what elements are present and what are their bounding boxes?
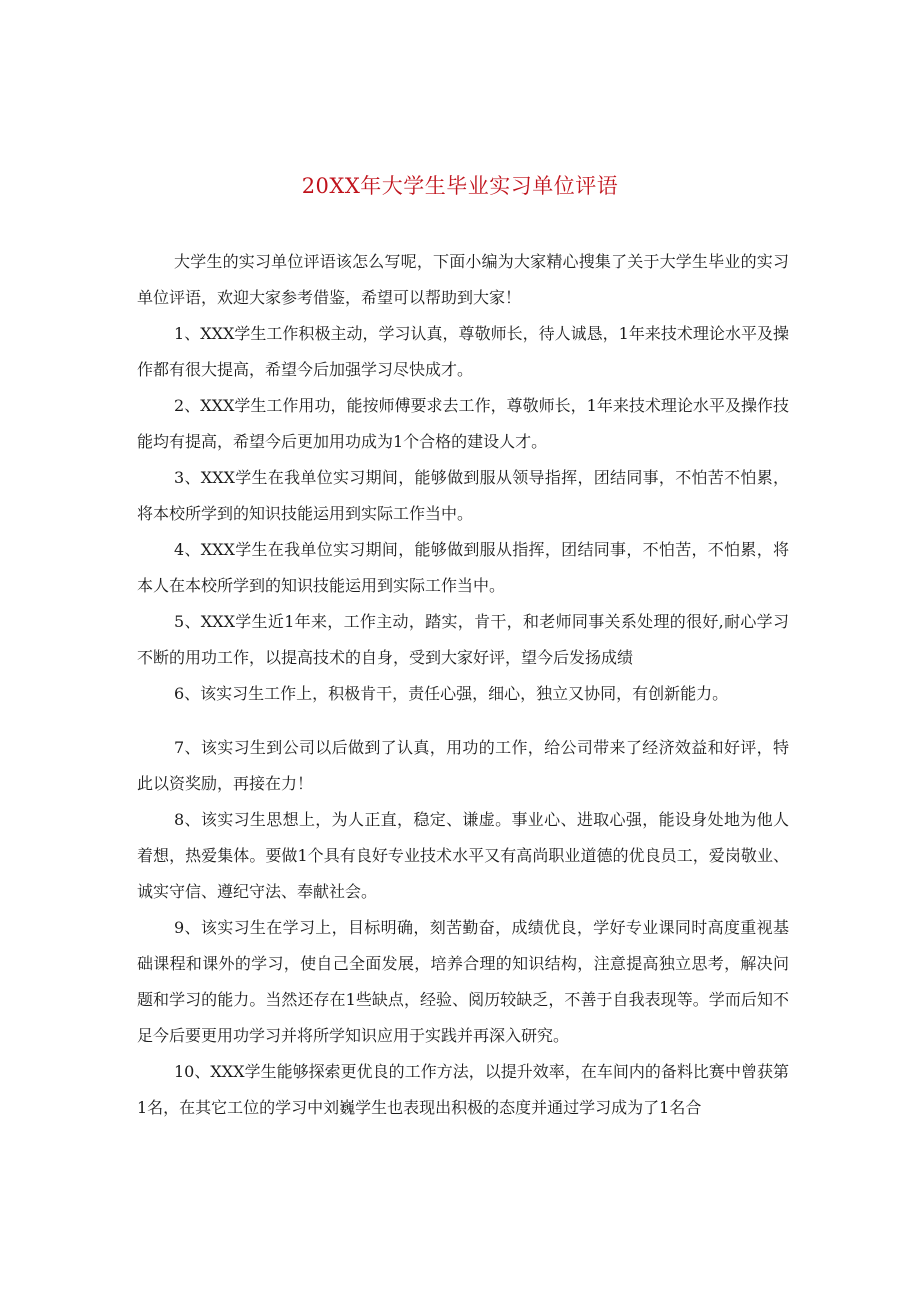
document-title: 20XX年大学生毕业实习单位评语 [301,174,619,198]
comment-paragraph-8: 8、该实习生思想上，为人正直，稳定、谦虚。事业心、进取心强，能设身处地为他人着想，热爱集体。要做1个具有良好专业技术水平又有高尚职业道德的优良员工，爱岗敬业、诚实守信、遵纪守法、奉献社会。 [137,810,789,901]
comment-paragraph-3: 3、XXX学生在我单位实习期间，能够做到服从领导指挥，团结同事，不怕苦不怕累，将本校所学到的知识技能运用到实际工作当中。 [137,468,789,523]
paragraph-spacer [137,712,789,730]
comment-paragraph-1: 1、XXX学生工作积极主动，学习认真，尊敬师长，待人诚恳，1年来技术理论水平及操作都有很大提高，希望今后加强学习尽快成才。 [137,324,789,379]
intro-paragraph: 大学生的实习单位评语该怎么写呢，下面小编为大家精心搜集了关于大学生毕业的实习单位评语，欢迎大家参考借鉴，希望可以帮助到大家！ [137,252,789,307]
comment-paragraph-6: 6、该实习生工作上，积极肯干，责任心强，细心，独立又协同，有创新能力。 [174,684,729,703]
comment-paragraph-5: 5、XXX学生近1年来，工作主动，踏实，肯干，和老师同事关系处理的很好,耐心学习不断的用功工作，以提高技术的自身，受到大家好评，望今后发扬成绩 [137,612,789,667]
comment-paragraph-2: 2、XXX学生工作用功，能按师傅要求去工作，尊敬师长，1年来技术理论水平及操作技能均有提高，希望今后更加用功成为1个合格的建设人才。 [137,396,789,451]
comment-paragraph-4: 4、XXX学生在我单位实习期间，能够做到服从指挥，团结同事，不怕苦，不怕累，将本人在本校所学到的知识技能运用到实际工作当中。 [137,540,789,595]
comment-paragraph-10: 10、XXX学生能够探索更优良的工作方法，以提升效率，在车间内的备料比赛中曾获第1名，在其它工位的学习中刘巍学生也表现出积极的态度并通过学习成为了1名合 [137,1062,789,1117]
comment-paragraph-7: 7、该实习生到公司以后做到了认真，用功的工作，给公司带来了经济效益和好评，特此以资奖励，再接在力！ [137,738,789,793]
comment-paragraph-9: 9、该实习生在学习上，目标明确，刻苦勤奋，成绩优良，学好专业课同时高度重视基础课程和课外的学习，使自己全面发展，培养合理的知识结构，注意提高独立思考，解决问题和学习的能力。当然还存在1些缺点，经验、阅历较缺乏，不善于自我表现等。学而后知不足今后要更用功学习并将所学知识应用于实践并再深入研究。 [137,918,789,1045]
document-body [137,244,789,1126]
